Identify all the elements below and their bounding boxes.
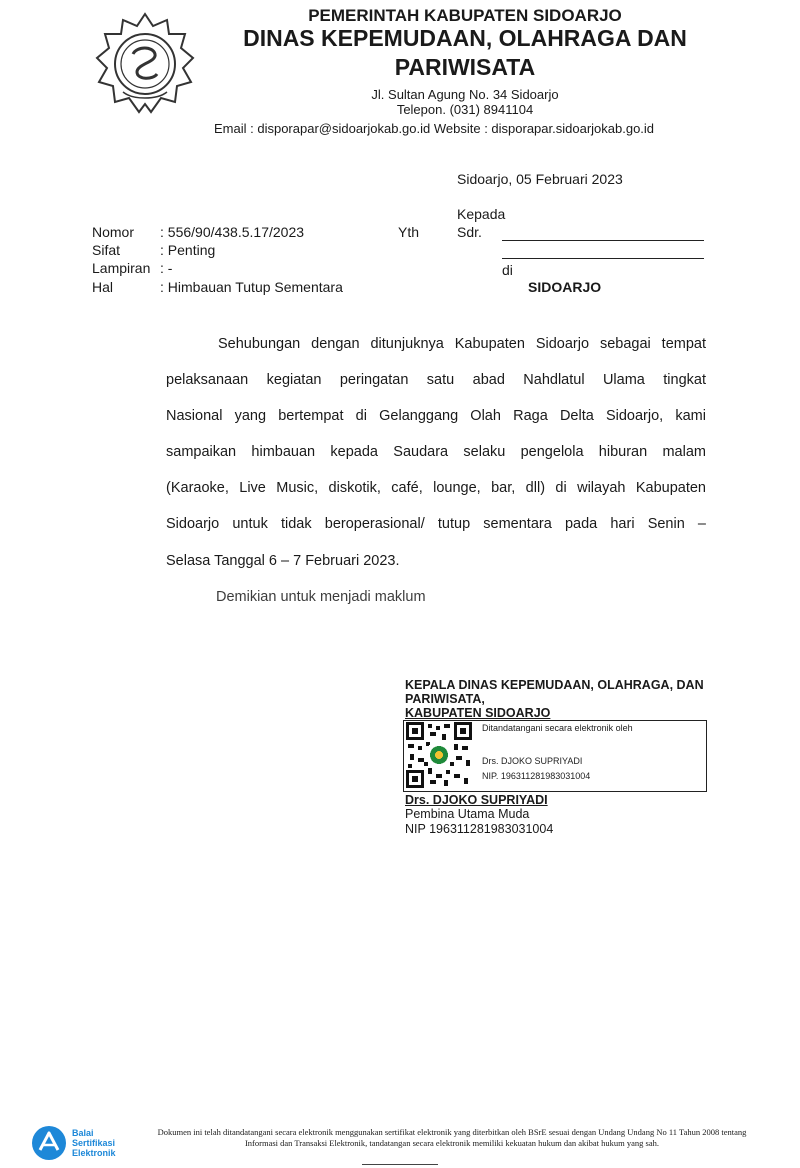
letterhead-department-line2: PARIWISATA (394, 54, 536, 80)
sifat-value: : Penting (160, 242, 216, 258)
footer-rule (362, 1164, 438, 1165)
signer-rank: Pembina Utama Muda (405, 807, 530, 821)
bsre-logo-icon (30, 1124, 68, 1162)
signature-title-line3: KABUPATEN SIDOARJO (405, 706, 551, 720)
body-line: Selasa Tanggal 6 – 7 Februari 2023. (166, 553, 400, 569)
recipient-kepada: Kepada (457, 206, 506, 222)
stamp-caption: Ditandatangani secara elektronik oleh (482, 723, 633, 733)
recipient-sdr: Sdr. (457, 224, 482, 240)
hal-label: Hal (92, 279, 114, 295)
letterhead-government: PEMERINTAH KABUPATEN SIDOARJO (308, 6, 622, 25)
body-line: (Karaoke, Live Music, diskotik, café, lounge, bar, dll) di wilayah Kabupaten (166, 480, 706, 496)
bsre-logo-text-line: Sertifikasi (72, 1138, 116, 1148)
bsre-logo-text-line: Elektronik (72, 1148, 116, 1158)
lampiran-label: Lampiran (92, 260, 151, 276)
stamp-signer-nip: NIP. 196311281983031004 (482, 771, 591, 781)
signer-nip: NIP 196311281983031004 (405, 822, 554, 836)
letterhead-contact: Email : disporapar@sidoarjokab.go.id Website : disporapar.sidoarjokab.go.id (214, 121, 655, 136)
recipient-yth: Yth (398, 224, 420, 240)
signature-title-line2: PARIWISATA, (405, 692, 485, 706)
body-line: sampaikan himbauan kepada Saudara selaku pengelola hiburan malam (166, 444, 706, 460)
signer-name: Drs. DJOKO SUPRIYADI (405, 793, 548, 807)
qr-code-icon (406, 722, 472, 788)
lampiran-value: : - (160, 260, 173, 276)
letterhead-department (200, 24, 730, 82)
recipient-blank-line-2 (502, 258, 704, 259)
recipient-blank-line-1 (502, 240, 704, 241)
recipient-di: di (502, 262, 513, 278)
closing-line: Demikian untuk menjadi maklum (216, 589, 426, 605)
nomor-value: : 556/90/438.5.17/2023 (160, 224, 305, 240)
bsre-logo-text (72, 1128, 142, 1158)
body-line: Sehubungan dengan ditunjuknya Kabupaten Sidoarjo sebagai tempat (218, 336, 706, 352)
stamp-signer-name: Drs. DJOKO SUPRIYADI (482, 756, 583, 766)
recipient-city: SIDOARJO (528, 279, 602, 295)
sifat-label: Sifat (92, 242, 121, 258)
body-line: Sidoarjo untuk tidak beroperasional/ tutup sementara pada hari Senin – (166, 516, 706, 532)
letterhead-address: Jl. Sultan Agung No. 34 Sidoarjo (371, 87, 559, 102)
bsre-logo-text-line: Balai (72, 1128, 94, 1138)
body-line: Nasional yang bertempat di Gelanggang Olah Raga Delta Sidoarjo, kami (166, 408, 706, 424)
footer-legal-note: Dokumen ini telah ditandatangani secara elektronik menggunakan sertifikat elektronik yang diterbitkan oleh BSrE sesuai dengan Undang Undang No 11 Tahun 2008 tentang Informasi dan Transaksi Elektronik, tandatangan secara elektronik memiliki kekuatan hukum dan akibat hukum yang sah. (157, 1127, 747, 1148)
nomor-label: Nomor (92, 224, 135, 240)
letterhead-phone: Telepon. (031) 8941104 (396, 102, 534, 117)
signature-title-line1: KEPALA DINAS KEPEMUDAAN, OLAHRAGA, DAN (405, 678, 704, 692)
letter-date: Sidoarjo, 05 Februari 2023 (457, 171, 623, 187)
body-line: pelaksanaan kegiatan peringatan satu abad Nahdlatul Ulama tingkat (166, 372, 706, 388)
letterhead-department-line1: DINAS KEPEMUDAAN, OLAHRAGA DAN (243, 25, 687, 51)
regency-emblem-icon (93, 12, 197, 116)
hal-value: : Himbauan Tutup Sementara (160, 279, 343, 295)
